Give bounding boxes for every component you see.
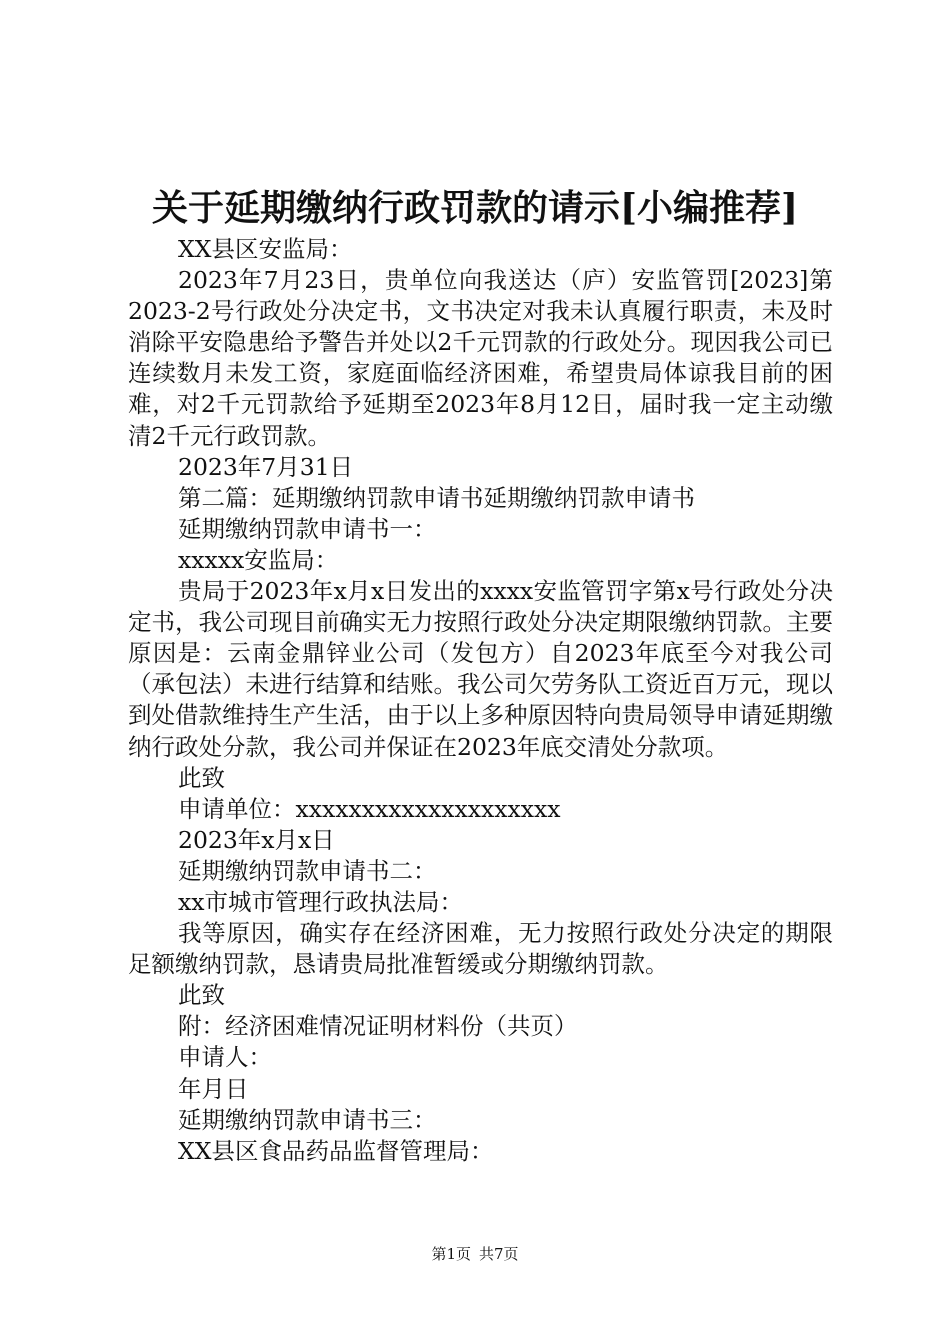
page-number: 第1页 (431, 1245, 471, 1263)
paragraph-request-3: 我等原因，确实存在经济困难，无力按照行政处分决定的期限足额缴纳罚款，恳请贵局批准暂缓或分期缴纳罚款。 (128, 919, 833, 979)
paragraph-attachment: 附：经济困难情况证明材料份（共页） (178, 1012, 578, 1041)
document-body (128, 234, 833, 1167)
paragraph-applicant: 申请人： (178, 1043, 272, 1072)
paragraph-salutation-1: XX县区安监局： (178, 235, 353, 263)
paragraph-date-1: 2023年7月31日 (178, 452, 354, 481)
paragraph-closing-2: 此致 (178, 981, 225, 1010)
document-title: 关于延期缴纳行政罚款的请示[小编推荐] (151, 187, 799, 229)
page-total: 共7页 (479, 1245, 519, 1263)
paragraph-salutation-2: xxxxx安监局： (178, 545, 339, 574)
paragraph-salutation-4: XX县区食品药品监督管理局： (178, 1136, 494, 1165)
page-footer (0, 1243, 950, 1265)
paragraph-date-3: 年月日 (178, 1074, 249, 1103)
paragraph-date-2: 2023年x月x日 (178, 825, 335, 854)
paragraph-subheading-2: 延期缴纳罚款申请书二： (178, 856, 437, 885)
paragraph-request-2: 贵局于2023年x月x日发出的xxxx安监管罚字第x号行政处分决定书，我公司现目前确实无力按照行政处分决定期限缴纳罚款。主要原因是：云南金鼎锌业公司（发包方）自2023年底至今对我公司（承包法）未进行结算和结账。我公司欠劳务队工资近百万元，现以到处借款维持生产生活，由于以上多种原因特向贵局领导申请延期缴纳行政处分款，我公司并保证在2023年底交清处分款项。 (128, 577, 833, 761)
paragraph-applicant-unit: 申请单位：xxxxxxxxxxxxxxxxxxxx (178, 794, 561, 823)
paragraph-request-1: 2023年7月23日，贵单位向我送达（庐）安监管罚[2023]第2023-2号行政处分决定书，文书决定对我未认真履行职责，未及时消除平安隐患给予警告并处以2千元罚款的行政处分。现因我公司已连续数月未发工资，家庭面临经济困难，希望贵局体谅我目前的困难，对2千元罚款给予延期至2023年8月12日，届时我一定主动缴清2千元行政罚款。 (128, 266, 833, 450)
paragraph-subheading-3: 延期缴纳罚款申请书三： (178, 1105, 437, 1134)
paragraph-section-heading: 第二篇：延期缴纳罚款申请书延期缴纳罚款申请书 (178, 483, 695, 512)
paragraph-salutation-3: xx市城市管理行政执法局： (178, 887, 464, 916)
paragraph-closing-1: 此致 (178, 763, 225, 792)
paragraph-subheading-1: 延期缴纳罚款申请书一： (178, 514, 437, 543)
